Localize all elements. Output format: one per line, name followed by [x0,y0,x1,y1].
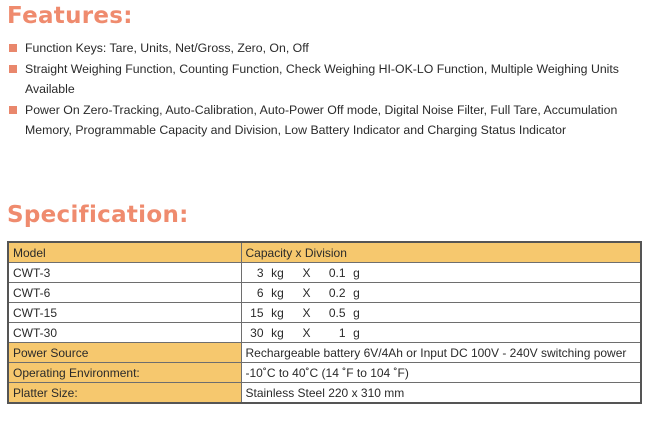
power-source-value: Rechargeable battery 6V/4Ah or Input DC 100V - 240V switching power [241,343,641,363]
capacity-value: 3 [256,265,264,280]
specification-heading: Specification: [7,202,189,228]
capacity-value: 30 [250,325,264,340]
capacity-unit: kg [271,305,284,320]
division-value: 0.5 [328,305,346,320]
capacity-cell [241,263,641,283]
division-unit: g [353,325,360,340]
operating-environment-label: Operating Environment: [8,363,241,383]
times-sign: X [302,325,311,340]
operating-environment-value: -10˚C to 40˚C (14 ˚F to 104 ˚F) [241,363,641,383]
capacity-unit: kg [271,285,284,300]
feature-item [8,59,643,100]
division-unit: g [353,305,360,320]
features-heading: Features: [7,3,133,29]
capacity-value: 6 [256,285,264,300]
feature-text: Function Keys: Tare, Units, Net/Gross, Zero, On, Off [25,41,309,55]
table-header-row [8,242,641,263]
table-row [8,303,641,323]
model-name: CWT-30 [8,323,241,343]
model-name: CWT-6 [8,283,241,303]
capacity-cell [241,323,641,343]
model-name: CWT-3 [8,263,241,283]
platter-size-label: Platter Size: [8,383,241,404]
table-row [8,343,641,363]
table-row [8,263,641,283]
table-row [8,383,641,404]
times-sign: X [302,305,311,320]
table-row [8,323,641,343]
feature-item [8,100,643,141]
square-bullet-icon [9,65,17,73]
header-model: Model [8,242,241,263]
table-row [8,363,641,383]
model-name: CWT-15 [8,303,241,323]
square-bullet-icon [9,44,17,52]
division-unit: g [353,265,360,280]
division-value: 1 [338,325,346,340]
capacity-cell [241,303,641,323]
feature-item [8,38,643,59]
division-value: 0.2 [328,285,346,300]
feature-text: Straight Weighing Function, Counting Function, Check Weighing HI-OK-LO Function, Multiple Weighing Units Available [25,61,619,96]
capacity-cell [241,283,641,303]
specification-table [7,241,642,404]
capacity-value: 15 [250,305,264,320]
platter-size-value: Stainless Steel 220 x 310 mm [241,383,641,404]
power-source-label: Power Source [8,343,241,363]
feature-text: Power On Zero-Tracking, Auto-Calibration, Auto-Power Off mode, Digital Noise Filter, Full Tare, Accumulation Memory, Programmable Capacity and Division, Low Battery Indicator and Charging Status Indicator [25,102,618,137]
division-value: 0.1 [328,265,346,280]
division-unit: g [353,285,360,300]
features-list [8,38,643,141]
times-sign: X [302,265,311,280]
header-capacity: Capacity x Division [241,242,641,263]
capacity-unit: kg [271,265,284,280]
square-bullet-icon [9,106,17,114]
capacity-unit: kg [271,325,284,340]
times-sign: X [302,285,311,300]
table-row [8,283,641,303]
